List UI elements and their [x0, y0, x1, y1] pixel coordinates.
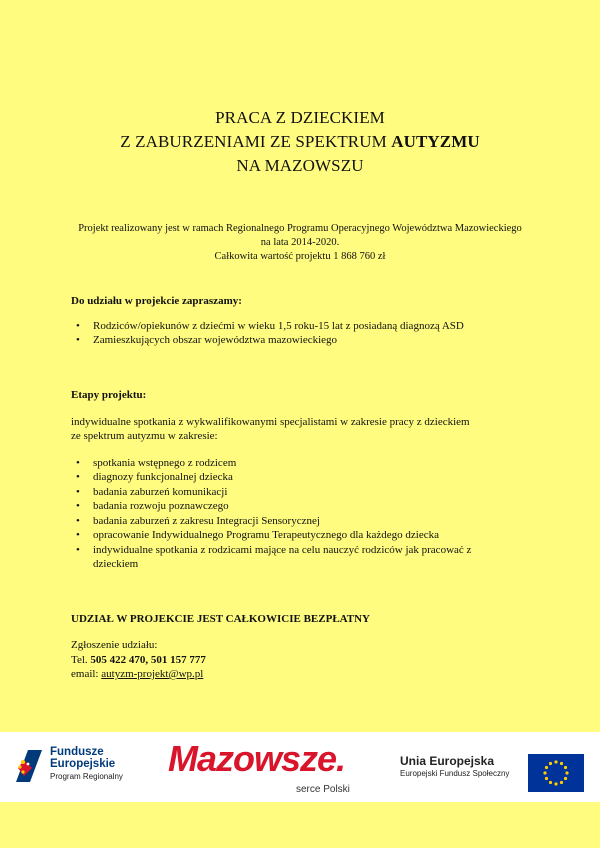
- title-line-3: NA MAZOWSZU: [236, 156, 364, 175]
- list-item-text: spotkania wstępnego z rodzicem: [93, 456, 237, 469]
- title-line-2-bold: AUTYZMU: [391, 132, 480, 151]
- eu-star-icon: [554, 760, 557, 763]
- eu-star-icon: [549, 781, 552, 784]
- fe-line-2: Europejskie: [50, 758, 116, 770]
- eu-star-icon: [564, 777, 567, 780]
- list-item-text: Rodziców/opiekunów z dziećmi w wieku 1,5 roku-15 lat z posiadaną diagnozą ASD: [93, 319, 464, 332]
- bullet-icon: •: [76, 514, 80, 527]
- stages-intro-line-2: ze spektrum autyzmu w zakresie:: [71, 430, 218, 442]
- intro-line-1: Projekt realizowany jest w ramach Regionalnego Programu Operacyjnego Województwa Mazowieckiego: [78, 223, 522, 234]
- mazowsze-tagline: serce Polski: [296, 784, 350, 795]
- title-line-2-text: Z ZABURZENIAMI ZE SPEKTRUM: [120, 132, 392, 151]
- title-line-1: PRACA Z DZIECKIEM: [215, 108, 385, 127]
- free-notice: UDZIAŁ W PROJEKCIE JEST CAŁKOWICIE BEZPŁATNY: [71, 613, 371, 625]
- stages-intro-line-1: indywidualne spotkania z wykwalifikowanymi specjalistami w zakresie pracy z dzieckiem: [71, 415, 470, 428]
- title-line-2: [0, 130, 600, 154]
- contact-section: [71, 638, 531, 682]
- contact-email: [71, 667, 531, 682]
- bullet-icon: •: [76, 485, 80, 498]
- eu-star-icon: [565, 771, 568, 774]
- email-prefix: email:: [71, 668, 102, 680]
- fundusze-europejskie-text: [50, 746, 123, 784]
- intro-line-2: na lata 2014-2020.: [260, 237, 340, 248]
- bullet-icon: •: [76, 500, 80, 512]
- mazowsze-wordmark: Mazowsze.: [168, 738, 346, 779]
- ue-line-1: Unia Europejska: [400, 754, 495, 768]
- eu-star-icon: [564, 766, 567, 769]
- fe-line-3: Program Regionalny: [50, 772, 123, 781]
- ue-line-2: Europejski Fundusz Społeczny: [400, 769, 510, 778]
- list-item: [71, 319, 531, 334]
- footer-logos: [0, 732, 600, 802]
- page-title: [0, 106, 600, 178]
- eu-star-icon: [545, 777, 548, 780]
- list-item: [71, 470, 501, 485]
- fundusze-europejskie-logo: [14, 746, 164, 792]
- contact-label: Zgłoszenie udziału:: [71, 639, 158, 651]
- eu-star-icon: [554, 782, 557, 785]
- list-item: [71, 333, 531, 348]
- list-item-text: indywidualne spotkania z rodzicami mające na celu nauczyć rodziców jak pracować z dzieckiem: [93, 543, 472, 570]
- list-item-text: badania rozwoju poznawczego: [93, 500, 229, 512]
- bullet-icon: •: [76, 543, 80, 556]
- eu-flag-icon: [528, 754, 584, 792]
- list-item: [71, 514, 501, 529]
- eu-star-icon: [549, 762, 552, 765]
- list-item: [71, 456, 501, 471]
- intro-line-3: Całkowita wartość projektu 1 868 760 zł: [214, 251, 386, 262]
- list-item-text: Zamieszkujących obszar województwa mazowieckiego: [93, 334, 338, 346]
- list-item: [71, 485, 501, 500]
- project-intro: [0, 222, 600, 264]
- list-item: [71, 499, 501, 514]
- invite-heading: Do udziału w projekcie zapraszamy:: [71, 295, 242, 307]
- list-item-text: opracowanie Indywidualnego Programu Terapeutycznego dla każdego dziecka: [93, 529, 439, 541]
- fundusze-europejskie-flag-icon: [14, 746, 44, 786]
- fe-line-1: Fundusze: [50, 746, 104, 758]
- email-link[interactable]: autyzm-projekt@wp.pl: [101, 668, 204, 680]
- bullet-icon: •: [76, 471, 80, 483]
- eu-star-icon: [560, 762, 563, 765]
- phone-numbers: 505 422 470, 501 157 777: [90, 653, 206, 666]
- stages-heading: Etapy projektu:: [71, 389, 147, 401]
- eu-star-icon: [560, 781, 563, 784]
- list-item: [71, 528, 501, 543]
- contact-phone: [71, 653, 531, 668]
- list-item: [71, 543, 501, 572]
- unia-europejska-text: [400, 754, 509, 780]
- list-item-text: diagnozy funkcjonalnej dziecka: [93, 471, 233, 483]
- stages-section: [71, 388, 531, 572]
- bullet-icon: •: [76, 334, 80, 346]
- phone-prefix: Tel.: [71, 653, 91, 666]
- bullet-icon: •: [76, 319, 80, 332]
- eu-star-icon: [545, 766, 548, 769]
- bullet-icon: •: [76, 529, 80, 541]
- stages-intro: [71, 415, 531, 444]
- stages-list: [71, 456, 501, 572]
- invite-section: [71, 294, 531, 348]
- list-item-text: badania zaburzeń komunikacji: [93, 485, 228, 498]
- bullet-icon: •: [76, 456, 80, 469]
- list-item-text: badania zaburzeń z zakresu Integracji Sensorycznej: [93, 514, 320, 527]
- mazowsze-logo: [168, 738, 368, 800]
- invite-list: [71, 319, 531, 348]
- eu-star-icon: [543, 771, 546, 774]
